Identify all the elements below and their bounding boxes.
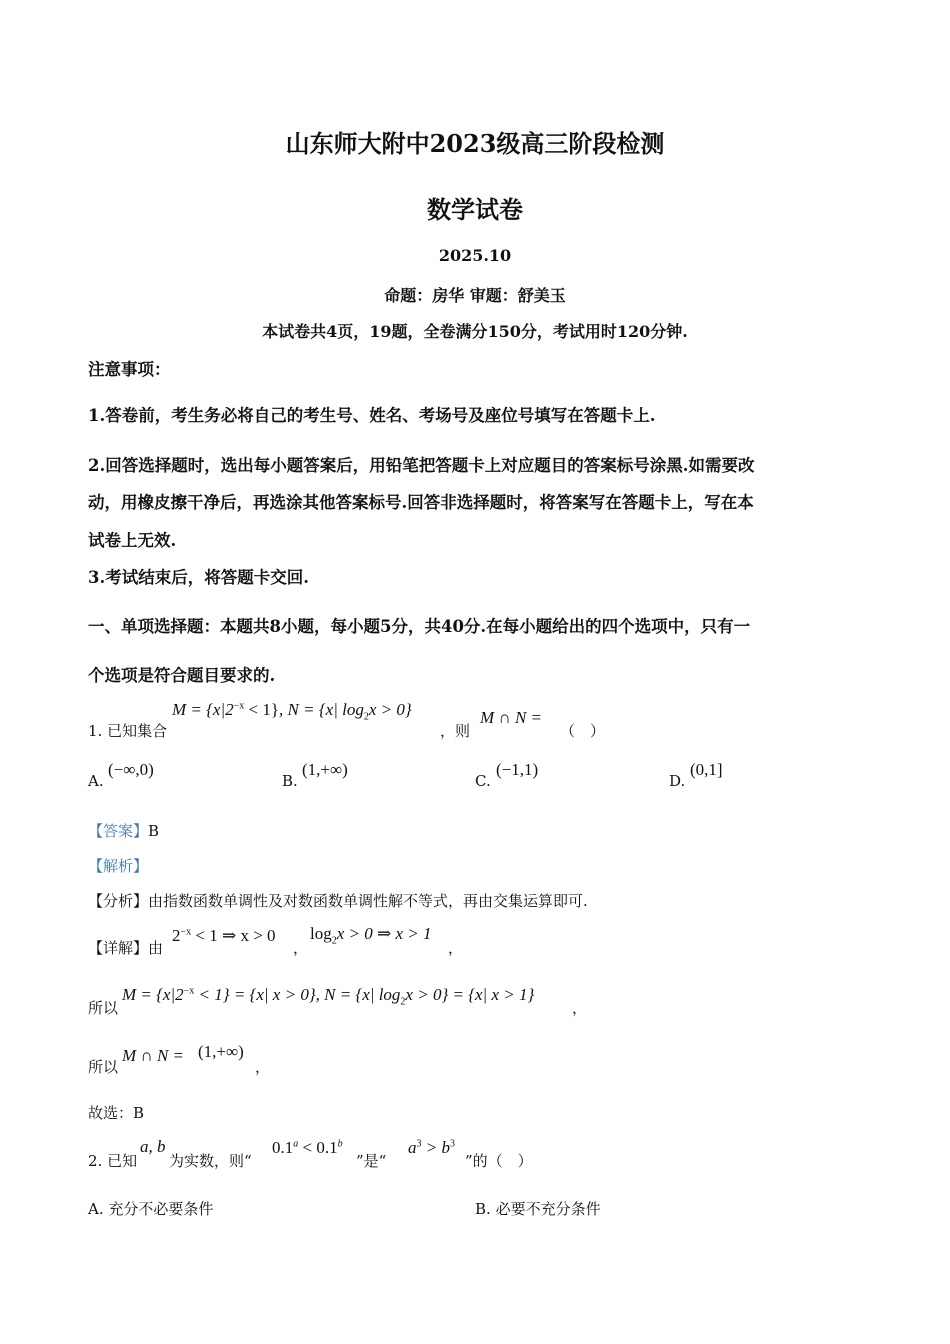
q1-fenxi-text: 由指数函数单调性及对数函数单调性解不等式，再由交集运算即可. [148, 892, 588, 910]
q1-result-expression: M ∩ N = [122, 1046, 184, 1065]
note-item-1: 1.答卷前，考生务必将自己的考生号、姓名、考场号及座位号填写在答题卡上. [88, 406, 656, 425]
q1-set-line-subscript: 2 [400, 996, 406, 1008]
q1-set-line [122, 985, 534, 1007]
q1-result-value: (1,+∞) [198, 1042, 244, 1061]
q1-step-2-log: log [310, 924, 332, 943]
note-item-2-line-1: 2.回答选择题时，选出每小题答案后，用铅笔把答题卡上对应题目的答案标号涂黑.如需要改 [88, 456, 755, 475]
q2-vars: a, b [140, 1137, 166, 1156]
q2-condition-1-base: 0.1 [272, 1138, 294, 1157]
q1-comma-4: ， [255, 1058, 271, 1076]
note-item-3: 3.考试结束后，将答题卡交回. [88, 568, 309, 587]
q1-step-1-base: 2 [172, 926, 181, 945]
q1-answer-tag: 【答案】 [88, 822, 149, 840]
q1-set-n-subscript: 2 [363, 711, 369, 723]
section-1-line-2: 个选项是符合题目要求的. [88, 666, 276, 685]
q1-step-1 [172, 926, 276, 946]
q1-set-m-exponent: −x [233, 700, 245, 712]
q2-condition-2-base: a [408, 1138, 417, 1157]
q2-option-b-label: B. [475, 1200, 491, 1218]
q1-comma-2: ， [448, 939, 464, 957]
q1-step-2-end: x > 0 ⇒ x > 1 [336, 924, 432, 943]
q2-option-a [88, 1198, 213, 1219]
q2-option-a-text: 充分不必要条件 [108, 1200, 214, 1218]
q1-xiangjie-tag: 【详解】 [88, 939, 149, 957]
q2-option-b [475, 1198, 601, 1219]
q2-option-a-label: A. [88, 1200, 104, 1218]
q2-condition-1 [272, 1138, 343, 1158]
q1-set-line-end: x > 0} = {x| x > 1} [405, 985, 535, 1004]
q1-answer-value: B [148, 822, 160, 840]
q1-option-a-label: A. [88, 772, 104, 790]
q2-condition-2 [408, 1138, 455, 1158]
q1-suoyi-1: 所以 [88, 999, 119, 1017]
q1-prefix: 1. 已知集合 [88, 722, 168, 740]
q1-set-n: , N = {x| log [279, 700, 364, 719]
q1-guxuan: 故选：B [88, 1104, 145, 1122]
exam-date: 2025.10 [438, 246, 512, 265]
q1-middle-text: ，则 [440, 722, 471, 740]
q1-comma-3: ， [572, 999, 588, 1017]
q1-expression: M ∩ N = [480, 708, 542, 727]
q1-fenxi [88, 890, 588, 911]
q1-set-m: M = {x|2 [172, 700, 234, 719]
q2-condition-1-middle: < 0.1 [298, 1138, 338, 1157]
q1-option-a: (−∞,0) [108, 760, 154, 779]
note-item-2-line-3: 试卷上无效. [88, 531, 177, 550]
q1-step-2 [310, 924, 432, 946]
q2-option-b-text: 必要不充分条件 [495, 1200, 601, 1218]
q1-analysis-tag: 【解析】 [88, 857, 149, 875]
q1-option-b-label: B. [282, 772, 298, 790]
exam-authors: 命题：房华 审题：舒美玉 [384, 286, 566, 305]
exam-title: 山东师大附中2023级高三阶段检测 [285, 129, 665, 158]
q1-answer [88, 820, 159, 841]
q1-option-b: (1,+∞) [302, 760, 348, 779]
q2-condition-2-exponent-a: 3 [416, 1138, 422, 1150]
q1-set-m-end: < 1} [244, 700, 280, 719]
q2-text-1: 为实数，则“ [169, 1152, 252, 1170]
q1-blank: （ ） [560, 722, 606, 740]
q2-condition-1-exponent-b: b [337, 1138, 343, 1150]
q2-text-2: ”是“ [356, 1152, 387, 1170]
q2-condition-2-exponent-b: 3 [449, 1138, 455, 1150]
q1-step-1-end: < 1 ⇒ x > 0 [191, 926, 276, 945]
section-1-line-1: 一、单项选择题：本题共8小题，每小题5分，共40分.在每小题给出的四个选项中，只有一 [88, 617, 751, 636]
q1-fenxi-tag: 【分析】 [88, 892, 149, 910]
q2-prefix: 2. 已知 [88, 1152, 138, 1170]
q2-text-3: ”的（ ） [465, 1152, 533, 1170]
q1-xiangjie-prefix: 由 [148, 939, 164, 957]
q1-step-1-exponent: −x [180, 926, 192, 938]
q1-set-n-end: x > 0} [368, 700, 412, 719]
q1-option-c: (−1,1) [496, 760, 539, 779]
q1-comma-1: ， [293, 939, 309, 957]
q1-step-2-subscript: 2 [331, 935, 337, 947]
notes-heading: 注意事项： [88, 360, 171, 379]
q1-xiangjie [88, 937, 163, 958]
exam-summary: 本试卷共4页，19题，全卷满分150分，考试用时120分钟. [262, 322, 688, 341]
q2-condition-1-exponent-a: a [293, 1138, 299, 1150]
note-item-2-line-2: 动，用橡皮擦干净后，再选涂其他答案标号.回答非选择题时，将答案写在答题卡上，写在本 [88, 493, 754, 512]
q1-set-line-m: M = {x|2 [122, 985, 184, 1004]
q1-option-c-label: C. [475, 772, 491, 790]
q1-option-d: (0,1] [690, 760, 723, 779]
exam-subtitle: 数学试卷 [427, 195, 523, 224]
q2-condition-2-middle: > b [421, 1138, 450, 1157]
q1-option-d-label: D. [669, 772, 686, 790]
q1-set-definitions [172, 700, 412, 722]
q1-suoyi-2: 所以 [88, 1058, 119, 1076]
q1-set-line-middle: < 1} = {x| x > 0}, N = {x| log [194, 985, 401, 1004]
q1-set-line-exponent: −x [183, 985, 195, 997]
